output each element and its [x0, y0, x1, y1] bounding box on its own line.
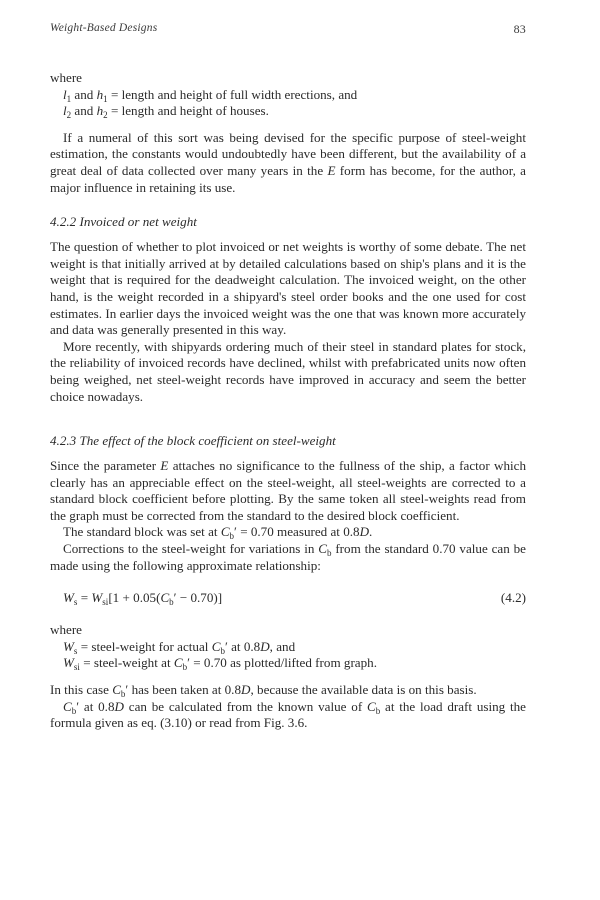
equation-body: $W_s = W_{si}[1 + 0.05(C_b' - 0.70)]$ — [63, 590, 223, 608]
paragraph-block-3: Corrections to the steel-weight for variations in $C_b$ from the standard 0.70 value can be made using the following approximate relationship: — [50, 541, 526, 573]
where-label-2: where — [50, 622, 82, 638]
paragraph-block-2: The standard block was set at $C_b' = 0.70$ measured at 0.8D. — [63, 524, 373, 542]
running-title: Weight-Based Designs — [50, 22, 158, 34]
page-number: 83 — [513, 22, 526, 36]
equation-4-2 — [63, 590, 526, 607]
paragraph-invoiced-1: The question of whether to plot invoiced or net weights is worthy of some debate. The net weight is that initially arrived at by detailed calculations based on ship's plans and it is the weight that is required for the deadweight calculation. The invoiced weight, on the other hand, is the weight recorded in a shipyard's steel order books and the one used for cost estimates. In earlier days the invoiced weight was the one that was known more accurately and data was generally presented in this way. — [50, 239, 526, 338]
section-heading-4-2-2: 4.2.2 Invoiced or net weight — [50, 214, 197, 230]
definition-ws: $W_s$ = steel-weight for actual $C_b'$ at 0.8D, and — [63, 638, 296, 656]
section-heading-4-2-3: 4.2.3 The effect of the block coefficient on steel-weight — [50, 433, 336, 449]
where-label: where — [50, 70, 82, 85]
definition-list-2 — [63, 639, 526, 672]
definition-l2-h2: $l_2$ and $h_2$ = length and height of houses. — [63, 103, 269, 121]
running-header — [50, 22, 526, 40]
paragraph-invoiced-2: More recently, with shipyards ordering much of their steel in standard plates for stock, the reliability of invoiced records have declined, whilst with prefabricated units now often being weighed, net steel-weight records have improved in accuracy and seem the better choice nowadays. — [50, 338, 526, 404]
definition-list — [63, 87, 526, 120]
body-text — [50, 70, 526, 732]
paragraph-last: $C_b'$ at 0.8D can be calculated from the known value of $C_b$ at the load draft using the formula given as eq. (3.10) or read from Fig. 3.6. — [50, 698, 526, 731]
paragraph-numeral: If a numeral of this sort was being devised for the specific purpose of steel-weight estimation, the constants would undoubtedly have been different, but the availability of a great deal of data collected over many years in the E form has become, for the author, a major influence in retaining its use. — [50, 129, 526, 195]
definition-l1-h1: $l_1$ and $h_1$ = length and height of full width erections, and — [63, 86, 358, 104]
paragraph-case: In this case $C_b'$ has been taken at 0.8D, because the available data is on this basis. — [50, 682, 477, 700]
equation-number: (4.2) — [500, 590, 526, 606]
paragraph-block-1: Since the parameter E attaches no significance to the fullness of the ship, a factor which clearly has an appreciable effect on the steel-weight, all steel-weights are corrected to a standard block coefficient before plotting. By the same token all steel-weights read from the graph must be corrected from the standard to the desired block coefficient. — [50, 458, 526, 523]
definition-wsi: $W_{si}$ = steel-weight at $C_b' = 0.70$ as plotted/lifted from graph. — [63, 655, 377, 673]
